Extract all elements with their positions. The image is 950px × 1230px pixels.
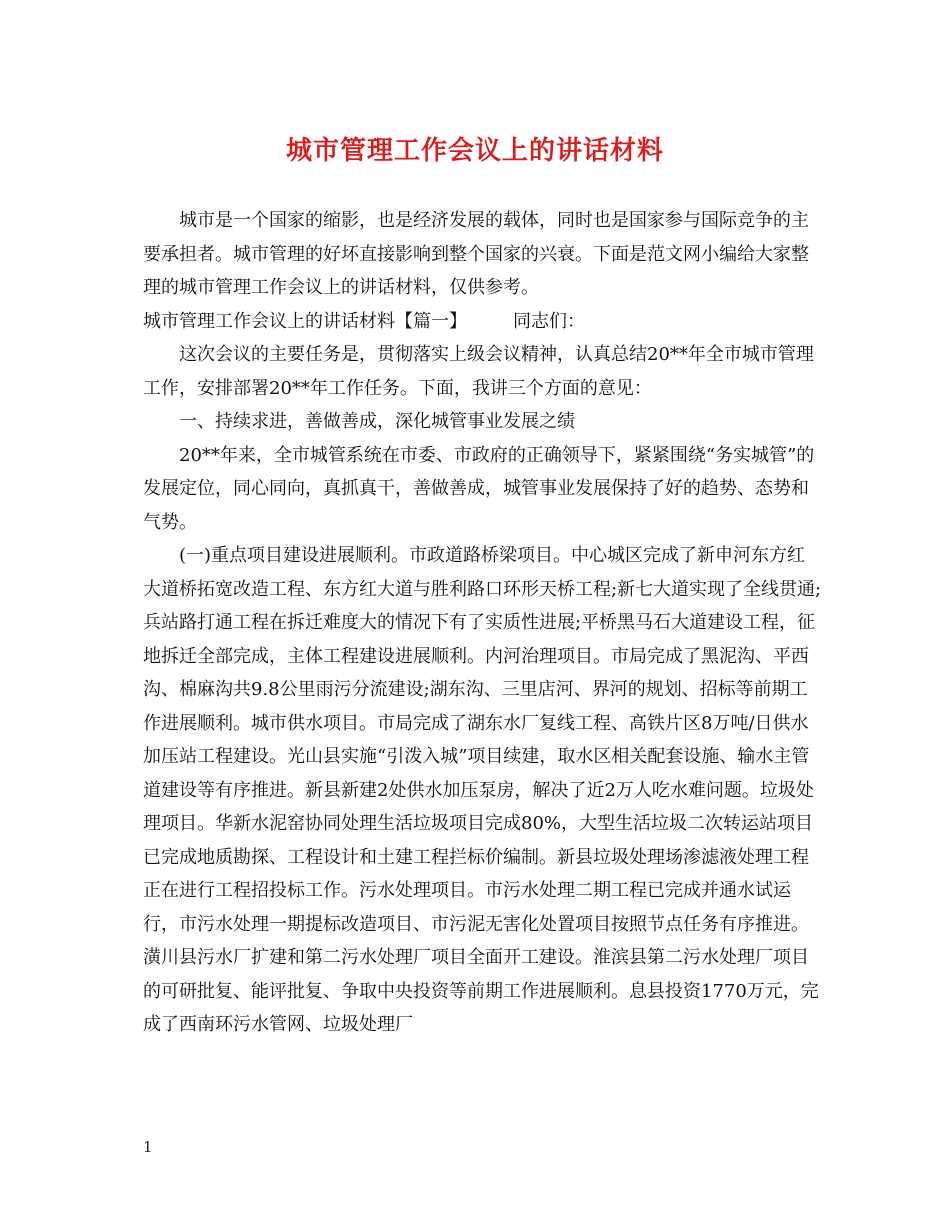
section-header: [143, 305, 823, 339]
greeting: 同志们：: [513, 310, 585, 332]
intro-paragraph: 城市是一个国家的缩影，也是经济发展的载体，同时也是国家参与国际竞争的主要承担者。城市管理的好坏直接影响到整个国家的兴衰。下面是范文网小编给大家整理的城市管理工作会议上的讲话材料，仅供参考。: [143, 210, 809, 298]
achievement-paragraph: 20**年来，全市城管系统在市委、市政府的正确领导下，紧紧围绕“务实城管”的发展定位，同心同向，真抓真干，善做善成，城管事业发展保持了好的趋势、态势和气势。: [143, 444, 815, 533]
document-body: [143, 204, 823, 1042]
meeting-task-paragraph: 这次会议的主要任务是，贯彻落实上级会议精神，认真总结20**年全市城市管理工作，安排部署20**年工作任务。下面，我讲三个方面的意见：: [143, 344, 814, 399]
project-paragraph: (一)重点项目建设进展顺利。市政道路桥梁项目。中心城区完成了新申河东方红大道桥拓宽改造工程、东方红大道与胜利路口环形天桥工程;新七大道实现了全线贯通;兵站路打通工程在拆迁难度大的情况下有了实质性进展;平桥黑马石大道建设工程，征地拆迁全部完成，主体工程建设进展顺利。内河治理项目。市局完成了黑泥沟、平西沟、棉麻沟共9.8公里雨污分流建设;湖东沟、三里店河、界河的规划、招标等前期工作进展顺利。城市供水项目。市局完成了湖东水厂复线工程、高铁片区8万吨/日供水加压站工程建设。光山县实施“引泼入城”项目续建，取水区相关配套设施、输水主管道建设等有序推进。新县新建2处供水加压泵房，解决了近2万人吃水难问题。垃圾处理项目。华新水泥窑协同处理生活垃圾项目完成80%，大型生活垃圾二次转运站项目已完成地质勘探、工程设计和土建工程拦标价编制。新县垃圾处理场渗滤液处理工程正在进行工程招投标工作。污水处理项目。市污水处理二期工程已完成并通水试运行，市污水处理一期提标改造项目、市污泥无害化处置项目按照节点任务有序推进。潢川县污水厂扩建和第二污水处理厂项目全面开工建设。淮滨县第二污水处理厂项目的可研批复、能评批复、争取中央投资等前期工作进展顺利。息县投资1770万元，完成了西南环污水管网、垃圾处理厂: [143, 545, 822, 1035]
page-number: 1: [143, 1138, 153, 1156]
document-title: 城市管理工作会议上的讲话材料: [285, 136, 664, 166]
section-heading-one: 一、持续求进，善做善成，深化城管事业发展之绩: [179, 411, 575, 432]
section-label: 城市管理工作会议上的讲话材料【篇一】: [143, 310, 467, 332]
